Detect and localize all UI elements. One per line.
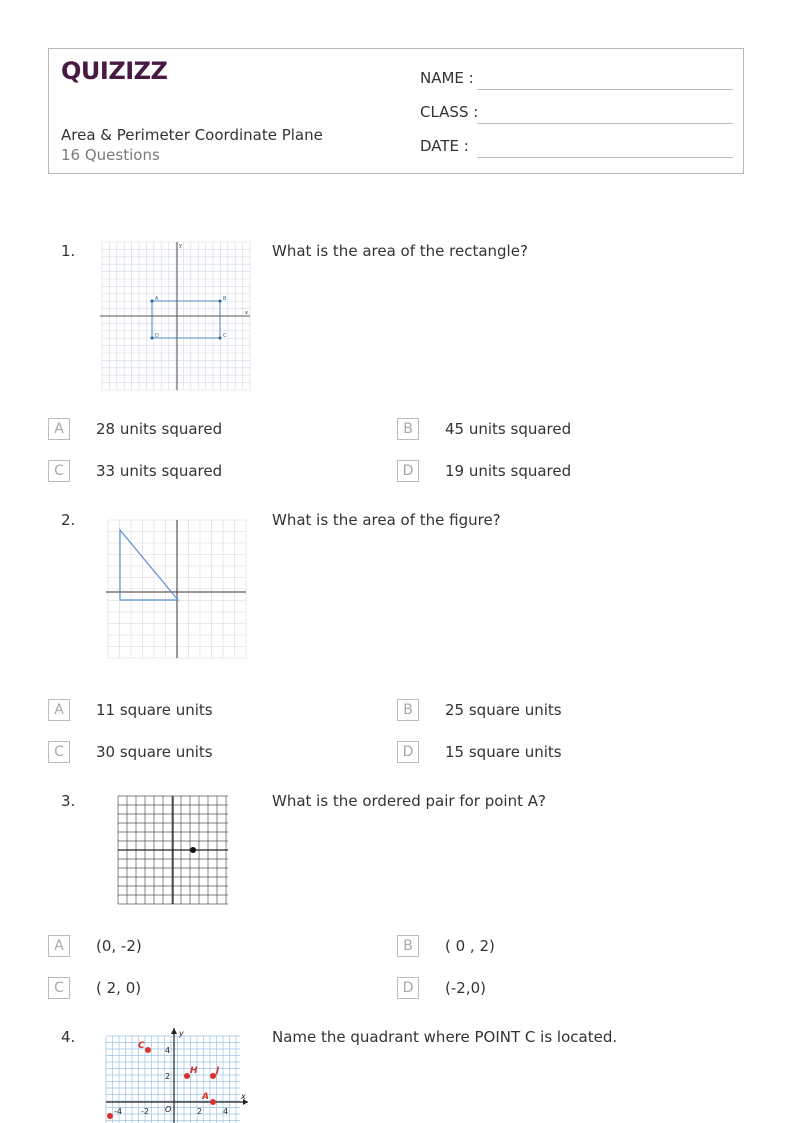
question-text: What is the ordered pair for point A?	[272, 792, 546, 810]
class-field[interactable]	[477, 123, 733, 124]
option-text[interactable]: 11 square units	[96, 701, 213, 719]
option-letter[interactable]: B	[397, 418, 419, 440]
tick-label: O	[165, 1105, 172, 1114]
option-letter[interactable]: C	[48, 977, 70, 999]
option-text[interactable]: ( 0 , 2)	[445, 937, 495, 955]
point-label: A	[155, 296, 159, 302]
option-letter[interactable]: D	[397, 977, 419, 999]
rectangle-shape	[152, 301, 220, 338]
option-text[interactable]: 30 square units	[96, 743, 213, 761]
axis-label: y	[179, 243, 182, 249]
point-label: A	[202, 1092, 209, 1102]
quizizz-logo: QUIZIZZ	[61, 57, 168, 85]
point-label: D	[155, 333, 159, 339]
quadrant-coordinate-graph	[104, 1026, 250, 1123]
class-label: CLASS :	[420, 103, 479, 121]
name-field[interactable]	[477, 89, 733, 90]
name-label: NAME :	[420, 69, 474, 87]
option-text[interactable]: 15 square units	[445, 743, 562, 761]
tick-label: 4	[223, 1107, 229, 1116]
option-letter[interactable]: C	[48, 460, 70, 482]
tick-label: 4	[165, 1046, 171, 1055]
option-text[interactable]: (0, -2)	[96, 937, 142, 955]
option-letter[interactable]: B	[397, 699, 419, 721]
date-label: DATE :	[420, 137, 469, 155]
option-text[interactable]: 45 units squared	[445, 420, 572, 438]
tick-label: 2	[165, 1072, 171, 1081]
option-text[interactable]: ( 2, 0)	[96, 979, 142, 997]
option-text[interactable]: 33 units squared	[96, 462, 223, 480]
triangle-coordinate-graph	[106, 518, 248, 660]
option-letter[interactable]: C	[48, 741, 70, 763]
option-text[interactable]: 28 units squared	[96, 420, 223, 438]
option-letter[interactable]: D	[397, 460, 419, 482]
tick-label: -4	[114, 1107, 122, 1116]
worksheet-header	[48, 48, 744, 174]
option-letter[interactable]: A	[48, 418, 70, 440]
option-letter[interactable]: A	[48, 699, 70, 721]
question-number: 4.	[61, 1028, 76, 1046]
question-count: 16 Questions	[61, 146, 160, 164]
option-text[interactable]: 19 units squared	[445, 462, 572, 480]
triangle-shape	[120, 530, 178, 600]
date-field[interactable]	[477, 157, 733, 158]
axis-label: x	[241, 1092, 246, 1101]
question-number: 3.	[61, 792, 76, 810]
rectangle-coordinate-graph	[100, 240, 252, 392]
point-label: C	[138, 1041, 145, 1051]
point-label: B	[223, 296, 227, 302]
point-label: C	[223, 333, 227, 339]
point-label: H	[190, 1066, 198, 1076]
axis-label: y	[179, 1029, 184, 1038]
point-coordinate-graph	[116, 794, 230, 906]
option-letter[interactable]: D	[397, 741, 419, 763]
tick-label: -2	[141, 1107, 149, 1116]
tick-label: 2	[197, 1107, 203, 1116]
option-letter[interactable]: B	[397, 935, 419, 957]
option-letter[interactable]: A	[48, 935, 70, 957]
worksheet-title: Area & Perimeter Coordinate Plane	[61, 126, 323, 144]
point-a	[190, 847, 196, 853]
question-number: 2.	[61, 511, 76, 529]
question-text: What is the area of the figure?	[272, 511, 501, 529]
option-text[interactable]: 25 square units	[445, 701, 562, 719]
option-text[interactable]: (-2,0)	[445, 979, 486, 997]
axis-label: x	[245, 310, 248, 316]
point-label: J	[216, 1066, 220, 1076]
question-text: What is the area of the rectangle?	[272, 242, 528, 260]
question-number: 1.	[61, 242, 76, 260]
question-text: Name the quadrant where POINT C is located.	[272, 1028, 618, 1046]
